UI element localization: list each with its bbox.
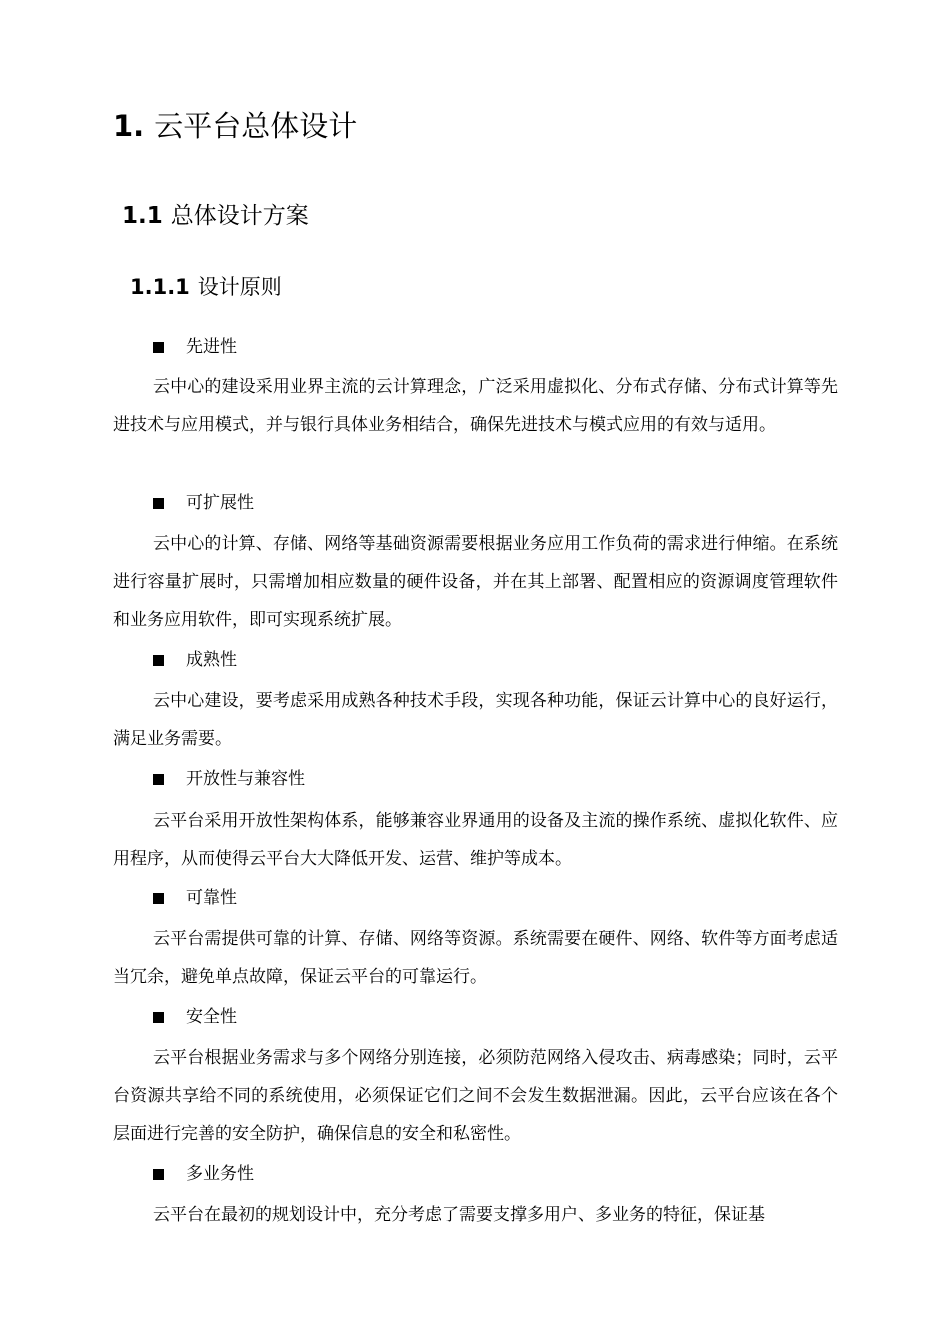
heading-level-2 bbox=[122, 197, 309, 235]
heading-title: 云平台总体设计 bbox=[154, 109, 358, 143]
principle-bullet bbox=[153, 334, 237, 360]
principle-label: 成熟性 bbox=[186, 650, 237, 670]
square-bullet-icon bbox=[153, 342, 164, 353]
heading-number: 1.1 bbox=[122, 203, 163, 229]
square-bullet-icon bbox=[153, 774, 164, 785]
square-bullet-icon bbox=[153, 498, 164, 509]
heading-title: 总体设计方案 bbox=[170, 203, 309, 229]
principle-label: 多业务性 bbox=[186, 1164, 254, 1184]
principle-paragraph: 云平台需提供可靠的计算、存储、网络等资源。系统需要在硬件、网络、软件等方面考虑适当冗余，避免单点故障，保证云平台的可靠运行。 bbox=[113, 929, 838, 987]
principle-bullet bbox=[153, 1161, 254, 1187]
principle-bullet bbox=[153, 766, 305, 792]
principle-label: 可靠性 bbox=[186, 888, 237, 908]
principle-paragraph: 云平台根据业务需求与多个网络分别连接，必须防范网络入侵攻击、病毒感染；同时，云平台资源共享给不同的系统使用，必须保证它们之间不会发生数据泄漏。因此，云平台应该在各个层面进行完善的安全防护，确保信息的安全和私密性。 bbox=[113, 1048, 838, 1144]
principle-label: 安全性 bbox=[186, 1007, 237, 1027]
heading-number: 1.1.1 bbox=[130, 275, 190, 299]
principle-label: 开放性与兼容性 bbox=[186, 769, 305, 789]
principle-bullet bbox=[153, 490, 254, 516]
principle-label: 可扩展性 bbox=[186, 493, 254, 513]
square-bullet-icon bbox=[153, 893, 164, 904]
principle-bullet bbox=[153, 885, 237, 911]
square-bullet-icon bbox=[153, 1012, 164, 1023]
heading-level-3 bbox=[130, 270, 282, 304]
heading-number: 1. bbox=[113, 109, 145, 143]
principle-bullet bbox=[153, 647, 237, 673]
square-bullet-icon bbox=[153, 1169, 164, 1180]
principle-paragraph: 云中心的计算、存储、网络等基础资源需要根据业务应用工作负荷的需求进行伸缩。在系统进行容量扩展时，只需增加相应数量的硬件设备，并在其上部署、配置相应的资源调度管理软件和业务应用软件，即可实现系统扩展。 bbox=[113, 534, 838, 630]
principle-paragraph: 云平台在最初的规划设计中，充分考虑了需要支撑多用户、多业务的特征，保证基 bbox=[153, 1205, 765, 1225]
principle-paragraph: 云中心的建设采用业界主流的云计算理念，广泛采用虚拟化、分布式存储、分布式计算等先进技术与应用模式，并与银行具体业务相结合，确保先进技术与模式应用的有效与适用。 bbox=[113, 377, 838, 435]
principle-label: 先进性 bbox=[186, 337, 237, 357]
principle-bullet bbox=[153, 1004, 237, 1030]
principle-paragraph: 云中心建设，要考虑采用成熟各种技术手段，实现各种功能，保证云计算中心的良好运行，满足业务需要。 bbox=[113, 691, 838, 749]
principle-paragraph: 云平台采用开放性架构体系，能够兼容业界通用的设备及主流的操作系统、虚拟化软件、应用程序，从而使得云平台大大降低开发、运营、维护等成本。 bbox=[113, 811, 838, 869]
heading-level-1 bbox=[113, 104, 357, 148]
heading-title: 设计原则 bbox=[197, 275, 282, 299]
square-bullet-icon bbox=[153, 655, 164, 666]
